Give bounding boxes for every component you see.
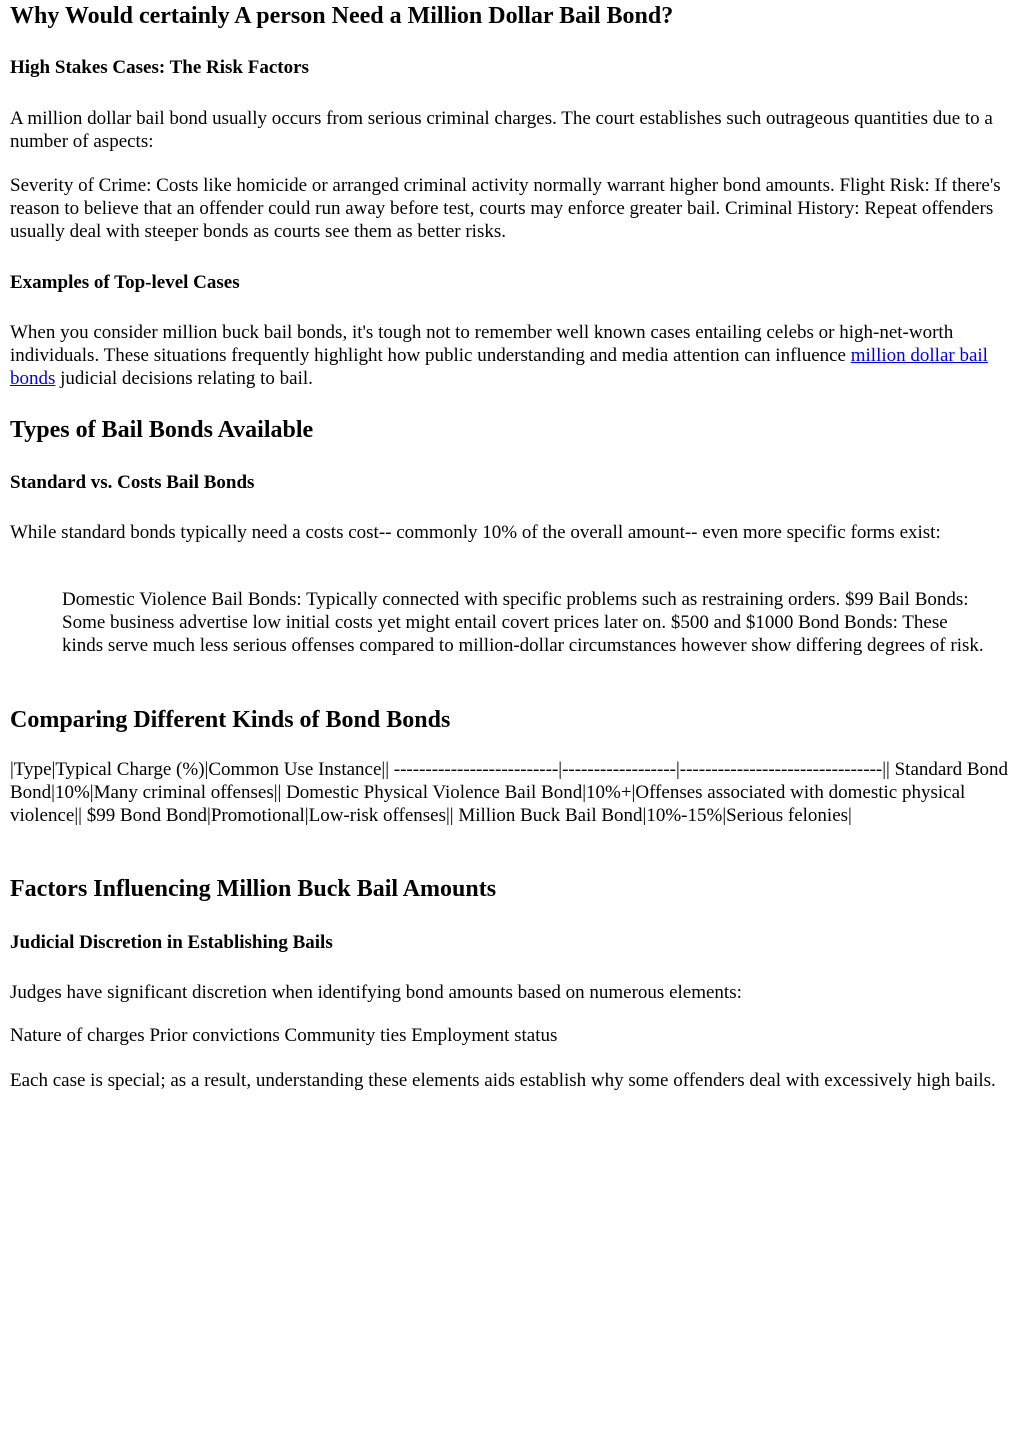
examples-paragraph xyxy=(10,321,1010,390)
comparison-table-text: |Type|Typical Charge (%)|Common Use Instance|| --------------------------|------------------|--------------------------------|| Standard Bond Bond|10%|Many criminal offenses|| Domestic Physical Violence Bail Bond|10%+|Offenses associated with domestic physical violence|| $99 Bond Bond|Promotional|Low-risk offenses|| Million Buck Bail Bond|10%-15%|Serious felonies| xyxy=(10,759,1009,826)
factors-heading: Factors Influencing Million Buck Bail Amounts xyxy=(10,876,497,902)
factors-list-paragraph: Nature of charges Prior convictions Community ties Employment status xyxy=(10,1025,558,1046)
types-heading: Types of Bail Bonds Available xyxy=(10,417,314,443)
examples-text-after-link: judicial decisions relating to bail. xyxy=(60,368,313,389)
judicial-discretion-heading: Judicial Discretion in Establishing Bails xyxy=(10,932,333,953)
examples-text-before-link: When you consider million buck bail bonds, it's tough not to remember well known cases entailing celebs or high-net-worth individuals. These situations frequently highlight how public understanding and media attention can influence xyxy=(10,322,954,366)
page-title: Why Would certainly A person Need a Million Dollar Bail Bond? xyxy=(10,3,674,29)
risk-factors-paragraph: Severity of Crime: Costs like homicide or arranged criminal activity normally warrant higher bond amounts. Flight Risk: If there's reason to believe that an offender could run away before test, courts may enforce greater bail. Criminal History: Repeat offenders usually deal with steeper bonds as courts see them as better risks. xyxy=(10,175,1001,242)
closing-paragraph: Each case is special; as a result, understanding these elements aids establish why some offenders deal with excessively high bails. xyxy=(10,1070,996,1091)
bond-types-blockquote: Domestic Violence Bail Bonds: Typically connected with specific problems such as restraining orders. $99 Bail Bonds: Some business advertise low initial costs yet might entail covert prices later on. $500 and $1000 Bond Bonds: These kinds serve much less serious offenses compared to million-dollar circumstances however show differing degrees of risk. xyxy=(62,589,984,656)
million-dollar-bail-bonds-link[interactable]: million dollar bail bonds xyxy=(10,345,988,389)
risk-intro-paragraph: A million dollar bail bond usually occurs from serious criminal charges. The court establishes such outrageous quantities due to a number of aspects: xyxy=(10,108,993,152)
standard-vs-costs-heading: Standard vs. Costs Bail Bonds xyxy=(10,472,255,493)
examples-heading: Examples of Top-level Cases xyxy=(10,272,240,293)
types-intro-paragraph: While standard bonds typically need a costs cost-- commonly 10% of the overall amount-- even more specific forms exist: xyxy=(10,522,941,543)
comparing-heading: Comparing Different Kinds of Bond Bonds xyxy=(10,707,451,733)
factors-intro-paragraph: Judges have significant discretion when identifying bond amounts based on numerous elements: xyxy=(10,982,742,1003)
risk-factors-heading: High Stakes Cases: The Risk Factors xyxy=(10,57,309,78)
